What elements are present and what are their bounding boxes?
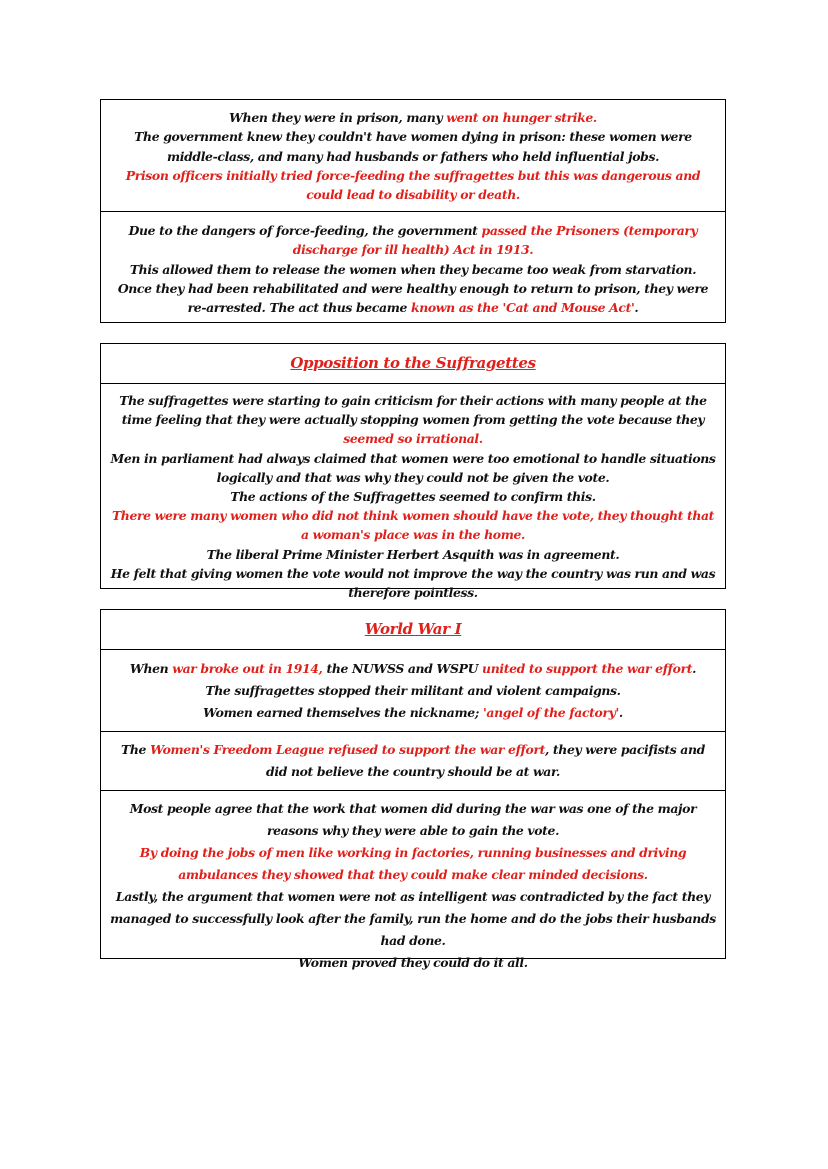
freedom-league-cell: [101, 731, 725, 790]
opposition-cell: [101, 383, 725, 608]
world-war-heading: World War I: [364, 620, 462, 638]
war-effort-cell: [101, 649, 725, 731]
could-do-it-all-line: Women proved they could do it all.: [298, 955, 528, 970]
campaigns-stopped-line: The suffragettes stopped their militant and violent campaigns.: [205, 683, 621, 698]
womans-place-line: There were many women who did not think women should have the vote, they thought that a woman's place was in the home.: [111, 508, 715, 543]
pointless-line: He felt that giving women the vote would not improve the way the country was run and was therefore pointless.: [110, 565, 716, 601]
freedom-league-line: The Women's Freedom League refused to support the war effort, they were pacifists and did not believe the country should be at war.: [121, 742, 705, 779]
rearrest-line: Once they had been rehabilitated and were healthy enough to return to prison, they were re-arrested. The act thus became known as the 'Cat and Mouse Act'.: [117, 280, 709, 316]
hunger-strike-cell: [101, 100, 725, 211]
government-concern-line: The government knew they couldn't have women dying in prison: these women were middle-class, and many had husbands or fathers who held influential jobs.: [134, 129, 692, 164]
war-outbreak-line: When war broke out in 1914, the NUWSS and WSPU united to support the war effort.: [129, 661, 697, 676]
gaining-vote-cell: [101, 790, 725, 980]
opposition-heading: Opposition to the Suffragettes: [290, 354, 536, 372]
force-feeding-line: Prison officers initially tried force-feeding the suffragettes but this was dangerous and could lead to disability or death.: [125, 167, 701, 203]
confirm-line: The actions of the Suffragettes seemed to confirm this.: [230, 489, 596, 505]
asquith-line: The liberal Prime Minister Herbert Asquith was in agreement.: [206, 546, 620, 562]
nickname-line: Women earned themselves the nickname; 'angel of the factory'.: [203, 705, 623, 720]
intelligence-line: Lastly, the argument that women were not as intelligent was contradicted by the fact they managed to successfully look after the family, run the home and do the jobs their husbands had done.: [110, 889, 716, 948]
cat-and-mouse-cell: [101, 211, 725, 322]
major-reason-line: Most people agree that the work that women did during the war was one of the major reasons why they were able to gain the vote.: [129, 801, 697, 838]
jobs-of-men-line: By doing the jobs of men like working in factories, running businesses and driving ambulances they showed that they could make clear minded decisions.: [139, 845, 687, 882]
parliament-line: Men in parliament had always claimed that women were too emotional to handle situations logically and that was why they could not be given the vote.: [110, 450, 716, 485]
criticism-line: The suffragettes were starting to gain criticism for their actions with many people at the time feeling that they were actually stopping women from getting the vote because they seemed so irrational.: [119, 393, 707, 447]
world-war-table: [100, 609, 726, 970]
opposition-table: [100, 343, 726, 601]
hunger-strike-line: When they were in prison, many went on hunger strike.: [229, 110, 597, 125]
prisoners-act-line: Due to the dangers of force-feeding, the government passed the Prisoners (temporary discharge for ill health) Act in 1913.: [128, 223, 698, 258]
prison-table: [100, 99, 726, 323]
release-line: This allowed them to release the women when they became too weak from starvation.: [129, 261, 697, 277]
